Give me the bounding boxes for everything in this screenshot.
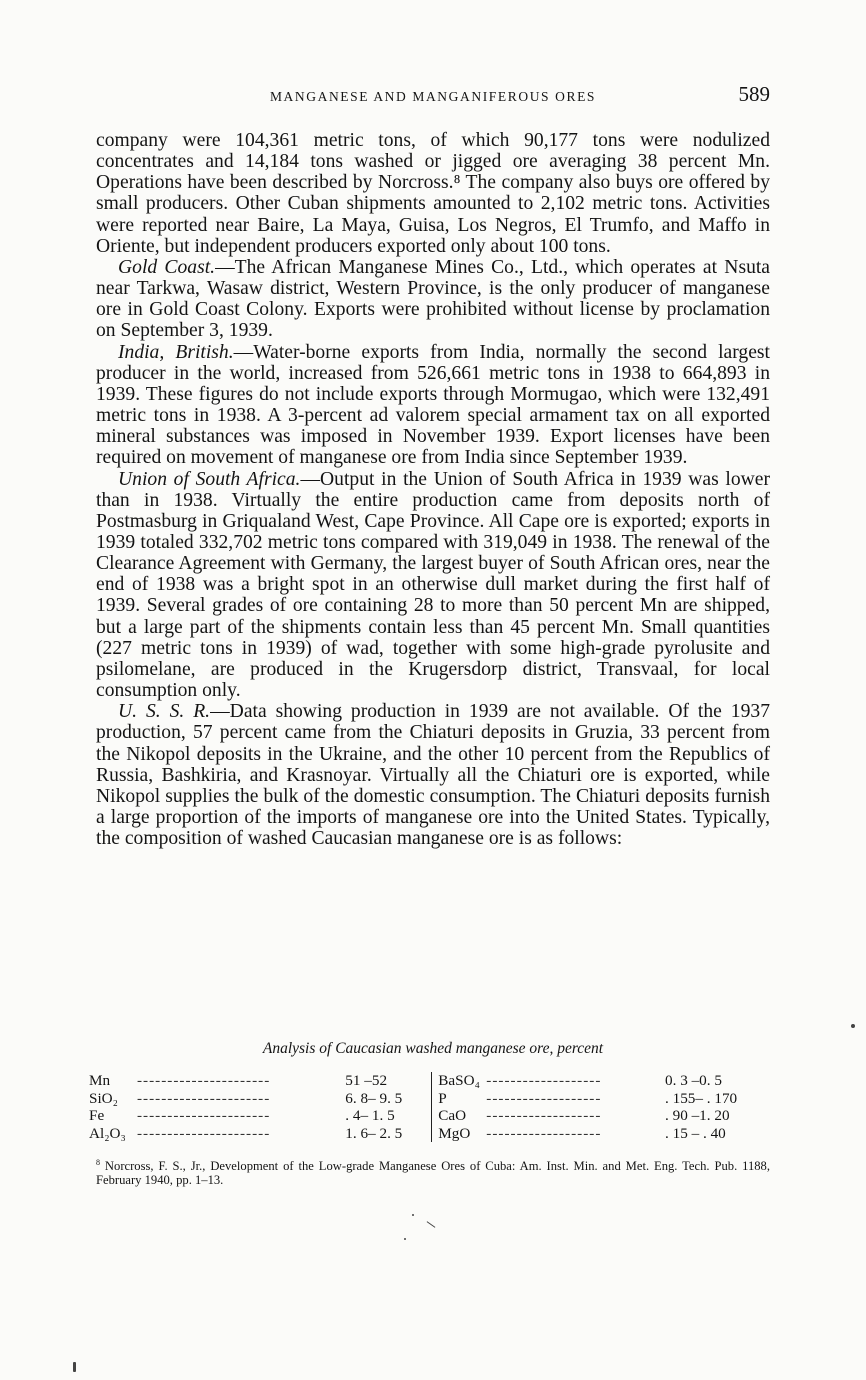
table-row [89, 1125, 769, 1143]
paragraph-cuba-continued: company were 104,361 metric tons, of which 90,177 tons were nodulized concentrates and 14,184 tons washed or jigged ore averaging 38 percent Mn. Operations have been described by Norcross.⁸ The company also buys ore offered by small producers. Other Cuban shipments amounted to 2,102 metric tons. Activities were reported near Baire, La Maya, Guisa, Los Negros, El Trumfo, and Maffo in Oriente, but independent producers exported only about 100 tons. [96, 130, 770, 257]
page-header [96, 84, 770, 110]
right-component: BaSO₄ [438, 1072, 480, 1089]
footnote-text: Norcross, F. S., Jr., Development of the Low-grade Manganese Ores of Cuba: Am. Inst. Min. and Met. Eng. Tech. Pub. 1188, February 1940, pp. 1–13. [96, 1159, 771, 1187]
leader-dots: ---------------------- [137, 1107, 271, 1124]
paragraph-lead-south-africa: Union of South Africa. [118, 468, 301, 490]
table-row [89, 1072, 769, 1090]
left-component: Al₂O₃ [89, 1124, 126, 1142]
scan-speck [851, 1024, 855, 1028]
paragraph-text-india: —Water-borne exports from India, normally the second largest producer in the world, increased from 526,661 metric tons in 1938 to 664,893 in 1939. These figures do not include exports through Mormugao, which were 132,491 metric tons in 1938. A 3-percent ad valorem special armament tax on all exported mineral substances was imposed in November 1939. Export licenses have been required on movement of manganese ore from India since September 1939. [96, 341, 770, 469]
paragraph-text-south-africa: —Output in the Union of South Africa in 1939 was lower than in 1938. Virtually the entire production came from deposits north of Postmasburg in Griqualand West, Cape Province. All Cape ore is exported; exports in 1939 totaled 332,702 metric tons compared with 319,049 in 1938. The renewal of the Clearance Agreement with Germany, the largest buyer of South African ores, near the end of 1938 was a bright spot in an otherwise dull market during the first half of 1939. Several grades of ore containing 28 to more than 50 percent Mn are shipped, but a large part of the shipments contain less than 45 percent Mn. Small quantities (227 metric tons in 1939) of wad, together with some high-grade pyrolusite and psilomelane, are produced in the Krugersdorp district, Transvaal, for local consumption only. [96, 468, 770, 702]
paragraph-south-africa [96, 469, 770, 702]
left-value: 51 –52 [345, 1072, 388, 1089]
page-number: 589 [738, 82, 770, 106]
left-value: 1. 6– 2. 5 [345, 1124, 403, 1142]
right-value: 0. 3 –0. 5 [665, 1072, 722, 1089]
paragraph-lead-india: India, British. [118, 341, 234, 363]
footnote-mark: 8 [96, 1158, 100, 1167]
paragraph-ussr [96, 701, 770, 849]
scan-speck [73, 1362, 76, 1372]
paragraph-lead-ussr: U. S. S. R. [118, 701, 211, 723]
body-text [96, 130, 770, 849]
paragraph-lead-gold-coast: Gold Coast. [118, 256, 216, 278]
paragraph-india [96, 342, 770, 469]
right-component: P [438, 1089, 447, 1107]
leader-dots: ---------------------- [137, 1072, 271, 1089]
leader-dots: ------------------- [486, 1124, 602, 1142]
footnote [96, 1156, 770, 1188]
scan-speck [404, 1238, 406, 1240]
table-row [89, 1090, 769, 1108]
left-value: 6. 8– 9. 5 [345, 1089, 403, 1107]
scan-speck [427, 1221, 436, 1228]
running-title: MANGANESE AND MANGANIFEROUS ORES [269, 89, 597, 104]
right-component: MgO [438, 1124, 471, 1142]
right-component: CaO [438, 1107, 467, 1124]
table-row [89, 1107, 769, 1125]
analysis-table [89, 1072, 769, 1142]
leader-dots: ------------------- [486, 1089, 602, 1107]
paragraph-text-gold-coast: —The African Manganese Mines Co., Ltd., which operates at Nsuta near Tarkwa, Wasaw district, Western Province, is the only producer of manganese ore in Gold Coast Colony. Exports were prohibited without license by proclamation on September 3, 1939. [96, 256, 770, 342]
right-value: . 90 –1. 20 [665, 1107, 730, 1124]
left-component: SiO₂ [89, 1089, 118, 1107]
leader-dots: ---------------------- [137, 1124, 271, 1142]
right-value: . 155– . 170 [665, 1089, 738, 1107]
left-component: Fe [89, 1107, 105, 1124]
scan-speck [412, 1214, 414, 1216]
right-value: . 15 – . 40 [665, 1124, 726, 1142]
left-component: Mn [89, 1072, 111, 1089]
table-caption: Analysis of Caucasian washed manganese ore, percent [262, 1040, 604, 1057]
paragraph-gold-coast [96, 257, 770, 342]
left-value: . 4– 1. 5 [345, 1107, 395, 1124]
leader-dots: ---------------------- [137, 1089, 271, 1107]
leader-dots: ------------------- [486, 1107, 602, 1124]
paragraph-text-ussr: —Data showing production in 1939 are not available. Of the 1937 production, 57 percent came from the Chiaturi deposits in Gruzia, 33 percent from the Nikopol deposits in the Ukraine, and the other 10 percent from the Republics of Russia, Bashkiria, and Krasnoyar. Virtually all the Chiaturi ore is exported, while Nikopol supplies the bulk of the domestic consumption. The Chiaturi deposits furnish a large proportion of the imports of manganese ore into the United States. Typically, the composition of washed Caucasian manganese ore is as follows: [96, 701, 770, 850]
leader-dots: ------------------- [486, 1072, 602, 1089]
